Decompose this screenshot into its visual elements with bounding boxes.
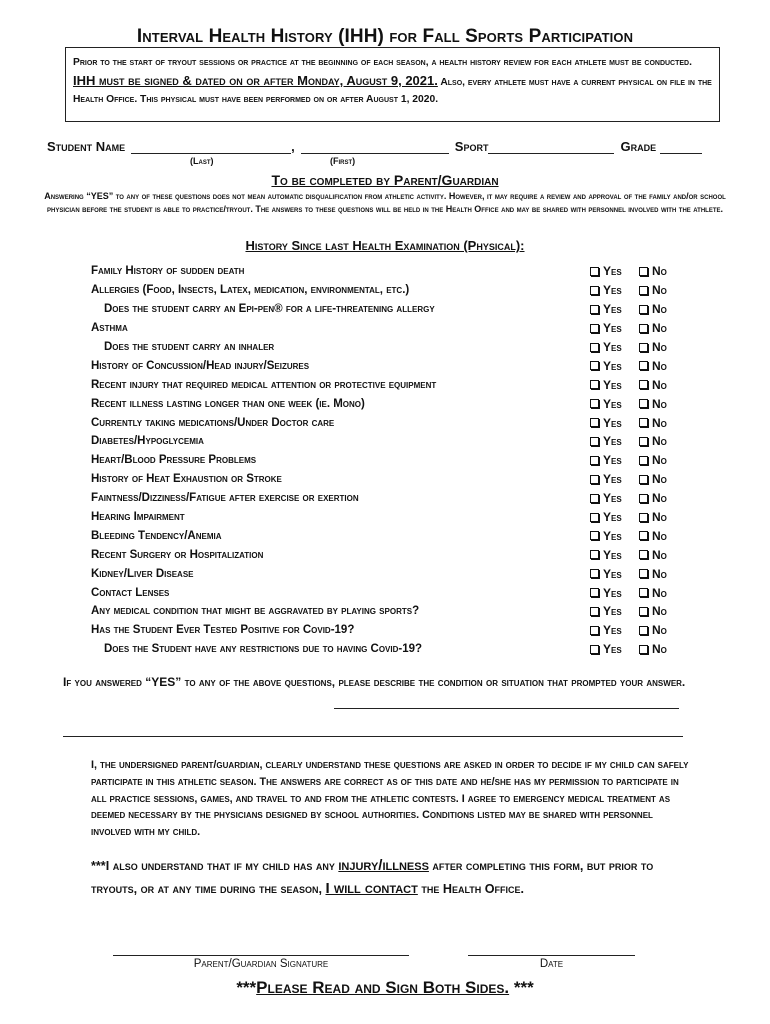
injury-notice-part1: ***I also understand that if my child has any: [91, 859, 335, 873]
no-option[interactable]: [639, 510, 667, 524]
question-text: Any medical condition that might be aggravated by playing sports?: [91, 605, 420, 618]
no-option[interactable]: [639, 586, 667, 600]
no-label: No: [652, 510, 667, 525]
form-title: Interval Health History (IHH) for Fall Sports Participation: [136, 26, 634, 47]
no-option[interactable]: [639, 604, 667, 618]
no-option[interactable]: [639, 453, 667, 467]
injury-notice-part2: after completing this form, but prior to tryouts, or at any time during the season,: [91, 859, 654, 896]
question-row: [91, 338, 691, 357]
question-row: [91, 583, 691, 602]
intro-notice-box: [65, 47, 720, 122]
yes-checkbox[interactable]: [590, 494, 599, 503]
yes-option[interactable]: [590, 434, 622, 448]
question-text: Does the student carry an inhaler: [104, 341, 275, 353]
no-label: No: [652, 604, 667, 619]
signature-line[interactable]: [113, 955, 409, 956]
describe-answer-line-1[interactable]: [334, 708, 679, 709]
yes-checkbox[interactable]: [590, 343, 599, 352]
question-text: Bleeding Tendency/Anemia: [91, 529, 222, 542]
question-text: Allergies (Food, Insects, Latex, medication, environmental, etc.): [91, 284, 410, 297]
yes-option[interactable]: [590, 529, 622, 543]
disclaimer-text: Answering “YES” to any of these questions does not mean automatic disqualification from athletic activity. However, it may require a review and approval of the family and/or school physician before the student is able to practice/tryout. The answers to these questions will be held in the Health Office and may be shared with personnel involved with the athlete.: [44, 191, 726, 214]
footer-text: Please Read and Sign Both Sides.: [256, 978, 510, 997]
no-label: No: [652, 623, 667, 638]
yes-option[interactable]: [590, 510, 622, 524]
no-label: No: [652, 453, 667, 468]
no-label: No: [652, 642, 667, 657]
question-text: Hearing Impairment: [91, 511, 185, 524]
question-row: [91, 545, 691, 564]
yes-checkbox[interactable]: [590, 380, 599, 389]
sport-field[interactable]: [488, 140, 614, 154]
no-option[interactable]: [639, 416, 667, 430]
question-text: Recent Surgery or Hospitalization: [91, 548, 264, 561]
yes-checkbox[interactable]: [590, 286, 599, 295]
footer-stars-left: ***: [236, 978, 257, 997]
question-row: [91, 640, 691, 659]
yes-label: Yes: [603, 283, 622, 298]
yes-label: Yes: [603, 264, 622, 279]
no-checkbox[interactable]: [639, 399, 648, 408]
no-option[interactable]: [639, 397, 667, 411]
yes-checkbox[interactable]: [590, 399, 599, 408]
yes-checkbox[interactable]: [590, 437, 599, 446]
yes-checkbox[interactable]: [590, 267, 599, 276]
no-checkbox[interactable]: [639, 550, 648, 559]
question-text: Family History of sudden death: [91, 265, 245, 278]
question-row: [91, 602, 691, 621]
intro-text-part1: Prior to the start of tryout sessions or practice at the beginning of each season, a health history review for each athlete must be conducted.: [73, 57, 692, 68]
yes-label: Yes: [603, 340, 622, 354]
no-checkbox[interactable]: [639, 456, 648, 465]
first-name-caption: (First): [330, 156, 356, 166]
date-line[interactable]: [468, 955, 635, 956]
yes-option[interactable]: [590, 397, 622, 411]
no-label: No: [652, 264, 667, 279]
completion-heading: To be completed by Parent/Guardian: [271, 172, 499, 188]
yes-checkbox[interactable]: [590, 361, 599, 370]
yes-option[interactable]: [590, 264, 622, 278]
yes-checkbox[interactable]: [590, 305, 599, 314]
question-text: Diabetes/Hypoglycemia: [91, 435, 204, 448]
footer-notice: [0, 978, 770, 998]
question-text: Does the Student have any restrictions due to having Covid-19?: [104, 643, 423, 656]
question-row: [91, 356, 691, 375]
yes-option[interactable]: [590, 283, 622, 297]
yes-checkbox[interactable]: [590, 550, 599, 559]
student-last-name-field[interactable]: [131, 140, 291, 154]
yes-label: Yes: [603, 585, 622, 600]
yes-checkbox[interactable]: [590, 531, 599, 540]
no-label: No: [652, 528, 667, 543]
no-label: No: [652, 415, 667, 430]
yes-label: Yes: [603, 491, 622, 506]
question-text: Contact Lenses: [91, 586, 170, 599]
yes-option[interactable]: [590, 321, 622, 335]
no-option[interactable]: [639, 378, 667, 392]
yes-option[interactable]: [590, 359, 622, 373]
injury-notice: [91, 855, 691, 900]
question-row: [91, 262, 691, 281]
yes-option[interactable]: [590, 491, 622, 505]
yes-option[interactable]: [590, 623, 622, 637]
yes-option[interactable]: [590, 642, 622, 656]
no-label: No: [652, 396, 667, 411]
yes-label: Yes: [603, 472, 622, 487]
question-row: [91, 432, 691, 451]
yes-option[interactable]: [590, 378, 622, 392]
yes-label: Yes: [603, 604, 622, 619]
no-option[interactable]: [639, 642, 667, 656]
question-text: Heart/Blood Pressure Problems: [91, 454, 257, 467]
yes-checkbox[interactable]: [590, 418, 599, 427]
no-label: No: [652, 302, 667, 317]
yes-label: Yes: [603, 453, 622, 468]
yes-label: Yes: [603, 321, 622, 336]
question-row: [91, 621, 691, 640]
name-comma: ,: [291, 139, 295, 154]
describe-answer-line-2[interactable]: [63, 736, 683, 737]
no-checkbox[interactable]: [639, 343, 648, 352]
question-row: [91, 564, 691, 583]
question-row: [91, 375, 691, 394]
yes-checkbox[interactable]: [590, 626, 599, 635]
yes-label: Yes: [603, 302, 622, 317]
no-option[interactable]: [639, 472, 667, 486]
question-text: History of Concussion/Head injury/Seizures: [91, 359, 310, 372]
no-option[interactable]: [639, 548, 667, 562]
no-option[interactable]: [639, 264, 667, 278]
will-contact-emphasis: I will contact: [325, 879, 418, 897]
no-label: No: [652, 585, 667, 600]
question-row: [91, 300, 691, 319]
yes-option[interactable]: [590, 453, 622, 467]
intro-text-part3: Also, every athlete must have a current physical on file in the Health Office. This physical must have been performed on or after August 1, 2020.: [73, 76, 712, 105]
yes-label: Yes: [603, 510, 622, 525]
yes-option[interactable]: [590, 548, 622, 562]
yes-option[interactable]: [590, 340, 622, 354]
no-option[interactable]: [639, 321, 667, 335]
yes-label: Yes: [603, 642, 622, 657]
yes-option[interactable]: [590, 302, 622, 316]
no-checkbox[interactable]: [639, 531, 648, 540]
question-row: [91, 281, 691, 300]
no-checkbox[interactable]: [639, 626, 648, 635]
no-label: No: [652, 321, 667, 336]
yes-checkbox[interactable]: [590, 607, 599, 616]
footer-stars-right: ***: [509, 978, 534, 997]
question-row: [91, 508, 691, 527]
yes-option[interactable]: [590, 586, 622, 600]
question-text: Does the student carry an Epi-pen® for a life-threatening allergy: [104, 303, 435, 316]
yes-label: Yes: [603, 547, 622, 562]
question-text: Asthma: [91, 322, 128, 335]
grade-label: Grade: [620, 139, 657, 154]
yes-label: Yes: [603, 396, 622, 411]
no-label: No: [652, 283, 667, 298]
injury-illness-emphasis: injury/illness: [338, 857, 429, 874]
question-text: Faintness/Dizziness/Fatigue after exercise or exertion: [91, 492, 359, 505]
question-row: [91, 451, 691, 470]
yes-checkbox[interactable]: [590, 324, 599, 333]
yes-checkbox[interactable]: [590, 456, 599, 465]
no-option[interactable]: [639, 340, 667, 354]
question-text: Currently taking medications/Under Doctor care: [91, 416, 335, 429]
yes-label: Yes: [603, 415, 622, 430]
question-text: Recent illness lasting longer than one week (ie. Mono): [91, 397, 365, 410]
yes-label: Yes: [603, 358, 622, 373]
no-checkbox[interactable]: [639, 267, 648, 276]
injury-notice-part3: the Health Office.: [421, 881, 525, 896]
question-row: [91, 394, 691, 413]
no-label: No: [652, 491, 667, 506]
question-text: Kidney/Liver Disease: [91, 567, 194, 580]
no-checkbox[interactable]: [639, 437, 648, 446]
question-row: [91, 526, 691, 545]
no-checkbox[interactable]: [639, 286, 648, 295]
student-info-row: [47, 139, 737, 154]
no-label: No: [652, 434, 667, 449]
no-label: No: [652, 358, 667, 373]
last-name-caption: (Last): [190, 156, 214, 166]
yes-checkbox[interactable]: [590, 513, 599, 522]
yes-label: Yes: [603, 623, 622, 638]
grade-field[interactable]: [660, 140, 702, 154]
signature-label: Parent/Guardian Signature: [193, 958, 329, 970]
no-option[interactable]: [639, 302, 667, 316]
sport-label: Sport: [454, 139, 489, 154]
no-checkbox[interactable]: [639, 494, 648, 503]
yes-option[interactable]: [590, 416, 622, 430]
yes-option[interactable]: [590, 604, 622, 618]
no-checkbox[interactable]: [639, 588, 648, 597]
student-name-label: Student Name: [47, 139, 126, 154]
no-label: No: [652, 547, 667, 562]
no-option[interactable]: [639, 359, 667, 373]
no-checkbox[interactable]: [639, 361, 648, 370]
describe-condition-text: If you answered “YES” to any of the above questions, please describe the condition or situation that prompted your answer.: [63, 675, 686, 689]
no-label: No: [652, 566, 667, 581]
yes-option[interactable]: [590, 472, 622, 486]
question-row: [91, 413, 691, 432]
no-label: No: [652, 377, 667, 392]
yes-label: Yes: [603, 434, 622, 449]
date-label: Date: [539, 958, 564, 970]
no-option[interactable]: [639, 434, 667, 448]
yes-label: Yes: [603, 377, 622, 392]
no-label: No: [652, 472, 667, 487]
no-option[interactable]: [639, 491, 667, 505]
no-option[interactable]: [639, 623, 667, 637]
question-row: [91, 319, 691, 338]
question-text: Has the Student Ever Tested Positive for Covid-19?: [91, 624, 355, 637]
no-option[interactable]: [639, 567, 667, 581]
no-checkbox[interactable]: [639, 380, 648, 389]
question-text: Recent injury that required medical attention or protective equipment: [91, 378, 437, 391]
yes-label: Yes: [603, 528, 622, 543]
yes-checkbox[interactable]: [590, 569, 599, 578]
no-checkbox[interactable]: [639, 305, 648, 314]
question-row: [91, 489, 691, 508]
yes-label: Yes: [603, 566, 622, 581]
no-checkbox[interactable]: [639, 513, 648, 522]
no-checkbox[interactable]: [639, 607, 648, 616]
no-checkbox[interactable]: [639, 475, 648, 484]
question-list: [91, 262, 691, 659]
yes-checkbox[interactable]: [590, 645, 599, 654]
no-label: No: [652, 340, 667, 354]
no-checkbox[interactable]: [639, 569, 648, 578]
no-checkbox[interactable]: [639, 324, 648, 333]
intro-deadline-text: IHH must be signed & dated on or after Monday, August 9, 2021.: [73, 72, 438, 88]
history-heading: History Since last Health Examination (Physical):: [245, 238, 525, 253]
no-checkbox[interactable]: [639, 418, 648, 427]
yes-checkbox[interactable]: [590, 475, 599, 484]
question-row: [91, 470, 691, 489]
question-text: History of Heat Exhaustion or Stroke: [91, 473, 282, 486]
student-first-name-field[interactable]: [301, 140, 449, 154]
no-option[interactable]: [639, 283, 667, 297]
yes-checkbox[interactable]: [590, 588, 599, 597]
consent-statement: I, the undersigned parent/guardian, clearly understand these questions are asked in order to decide if my child can safely participate in this athletic season. The answers are correct as of this date and he/she has my permission to participate in all practice sessions, games, and travel to and from the athletic contests. I agree to emergency medical treatment as deemed necessary by the physicians designed by school authorities. Conditions listed may be shared with personnel involved with my child.: [91, 759, 689, 839]
yes-option[interactable]: [590, 567, 622, 581]
no-checkbox[interactable]: [639, 645, 648, 654]
no-option[interactable]: [639, 529, 667, 543]
